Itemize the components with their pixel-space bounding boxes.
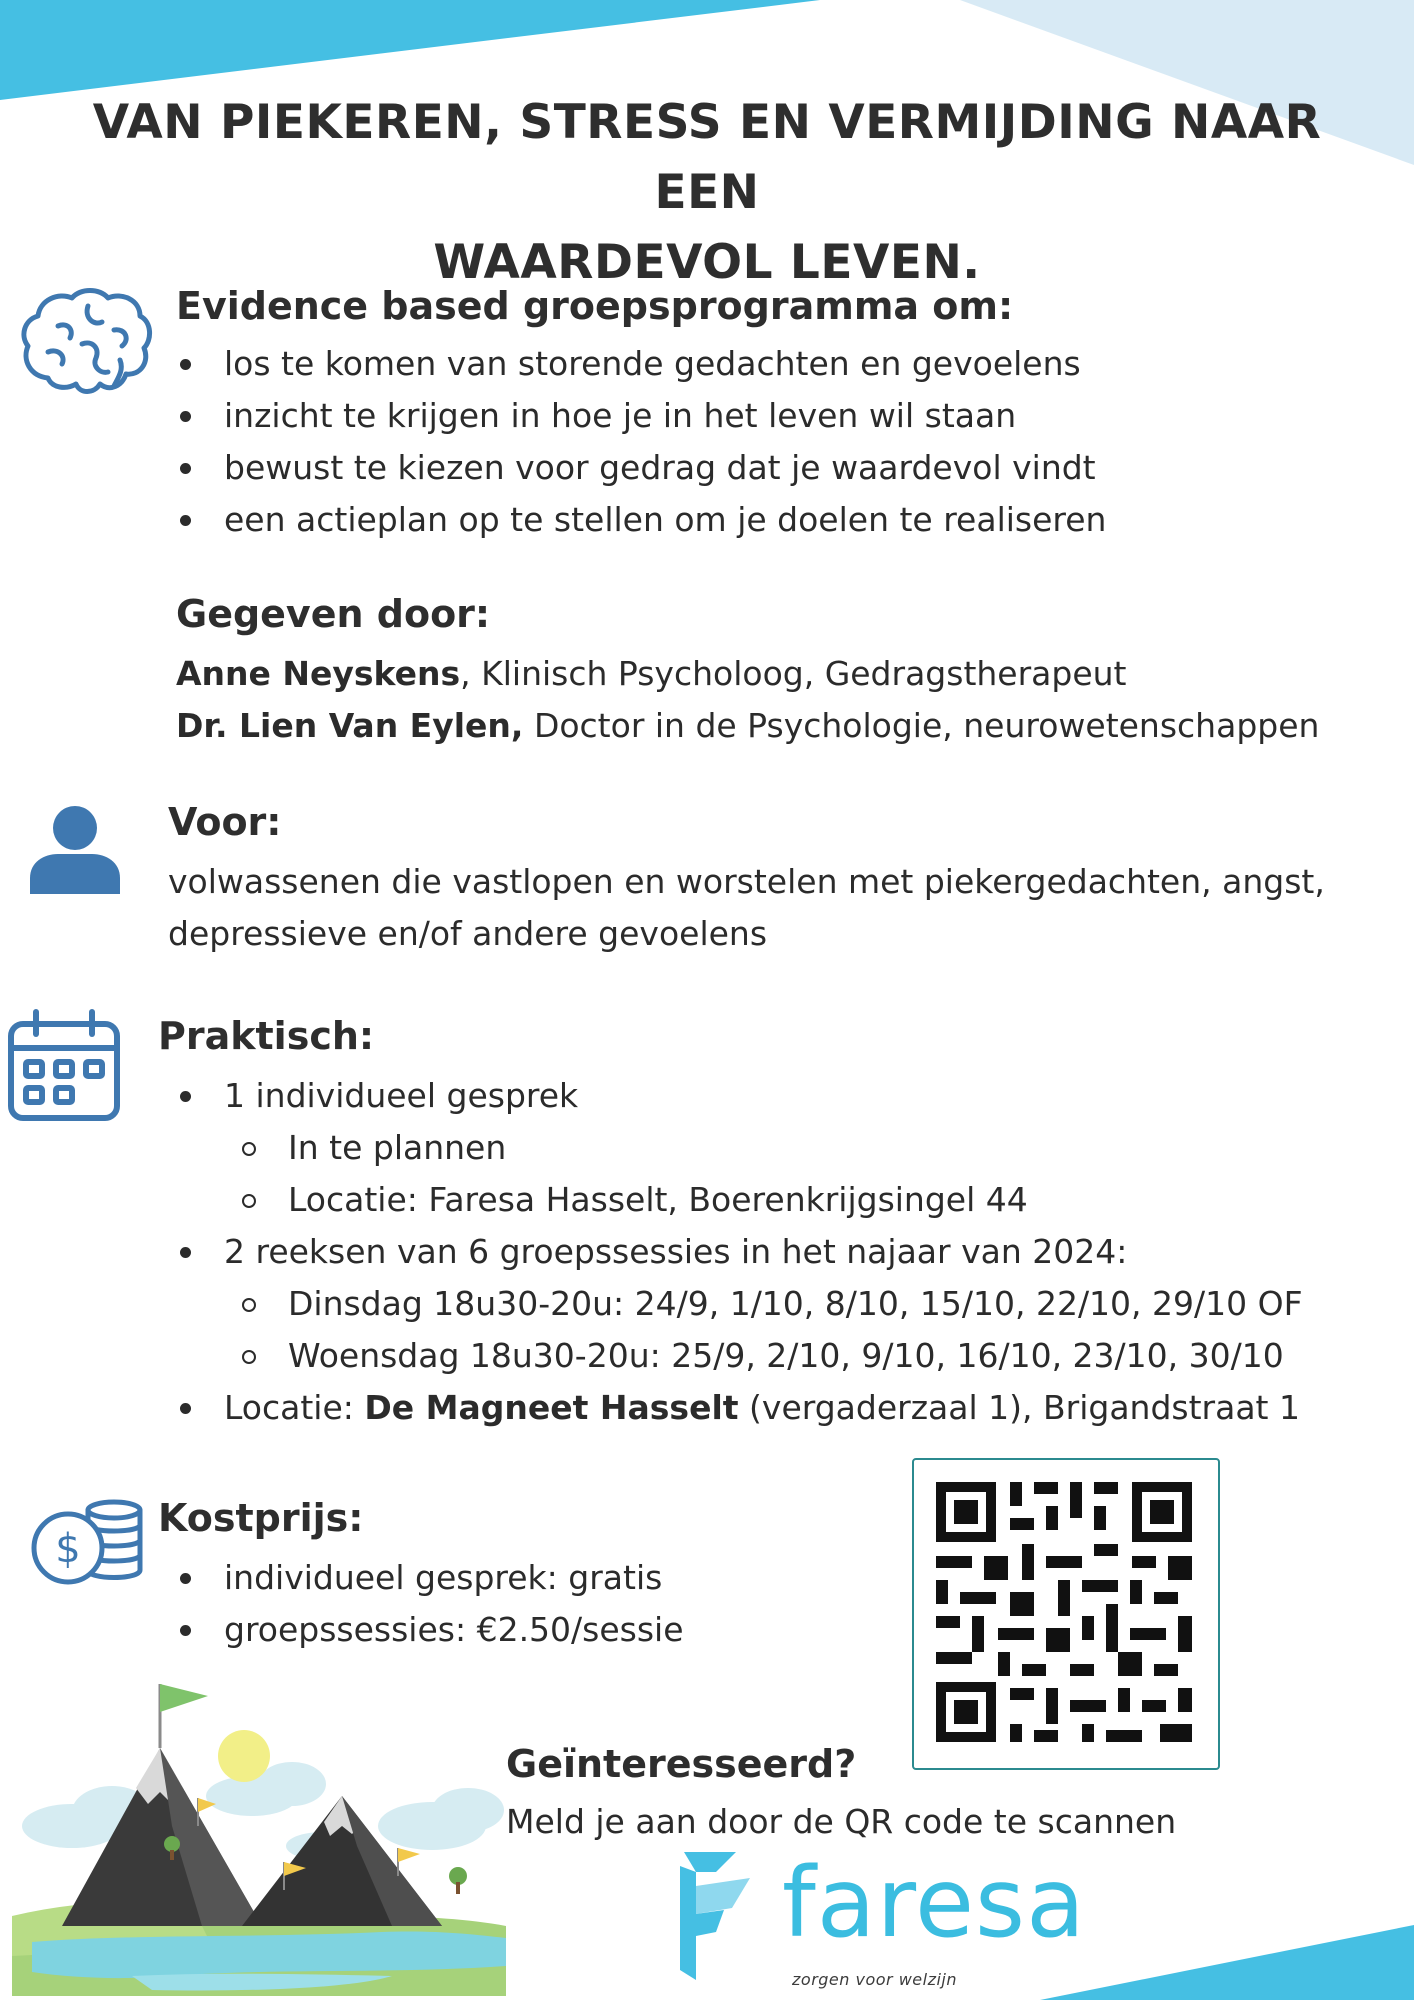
cta-heading: Geïnteresseerd?	[506, 1742, 857, 1786]
coins-icon	[28, 1498, 144, 1588]
list-item: groepssessies: €2.50/sessie	[176, 1604, 876, 1656]
given-by-heading: Gegeven door:	[176, 592, 491, 636]
list-item	[176, 1382, 1406, 1434]
person-name: Anne Neyskens	[176, 654, 461, 693]
title-line-2: WAARDEVOL LEVEN.	[433, 235, 981, 290]
mountain-illustration-icon	[12, 1676, 506, 1996]
sub-list-item: In te plannen	[176, 1122, 1406, 1174]
list-item: 2 reeksen van 6 groepssessies in het najaar van 2024:	[176, 1226, 1406, 1278]
brain-icon	[18, 286, 154, 400]
title-line-1: VAN PIEKEREN, STRESS EN VERMIJDING NAAR EEN	[92, 95, 1322, 220]
person-icon	[30, 804, 120, 894]
program-list	[176, 338, 1376, 546]
program-heading: Evidence based groepsprogramma om:	[176, 284, 1014, 328]
faresa-logo-mark-icon	[676, 1852, 762, 1982]
logo-tagline: zorgen voor welzijn	[792, 1970, 958, 1989]
logo-wordmark: faresa	[782, 1847, 1086, 1959]
svg-text:$: $	[55, 1526, 81, 1572]
practical-heading: Praktisch:	[158, 1014, 375, 1058]
cta-text: Meld je aan door de QR code te scannen	[506, 1802, 1177, 1841]
sub-list-item: Dinsdag 18u30-20u: 24/9, 1/10, 8/10, 15/10, 22/10, 29/10 OF	[176, 1278, 1406, 1330]
cost-list	[176, 1552, 876, 1656]
given-by-people	[176, 648, 1396, 752]
practical-list	[176, 1070, 1406, 1434]
page-title	[40, 88, 1374, 298]
person-name: Dr. Lien Van Eylen,	[176, 706, 524, 745]
person-1	[176, 648, 1396, 700]
sub-list-item: Locatie: Faresa Hasselt, Boerenkrijgsingel 44	[176, 1174, 1406, 1226]
list-item	[176, 1070, 1406, 1122]
list-item: bewust te kiezen voor gedrag dat je waardevol vindt	[176, 442, 1376, 494]
list-item: los te komen van storende gedachten en gevoelens	[176, 338, 1376, 390]
location-venue: De Magneet Hasselt	[364, 1388, 739, 1427]
qr-code-icon	[914, 1460, 1214, 1764]
qr-code-frame[interactable]	[912, 1458, 1220, 1770]
person-role: , Klinisch Psycholoog, Gedragstherapeut	[460, 654, 1127, 693]
person-role: Doctor in de Psychologie, neurowetenschappen	[523, 706, 1320, 745]
list-item: individueel gesprek: gratis	[176, 1552, 876, 1604]
list-item: een actieplan op te stellen om je doelen te realiseren	[176, 494, 1376, 546]
audience-line-1: volwassenen die vastlopen en worstelen met piekergedachten, angst,	[168, 862, 1325, 901]
location-prefix: Locatie:	[224, 1388, 365, 1427]
location-suffix: (vergaderzaal 1), Brigandstraat 1	[738, 1388, 1300, 1427]
person-2	[176, 700, 1396, 752]
faresa-logo[interactable]	[676, 1847, 1096, 2000]
list-item: inzicht te krijgen in hoe je in het leven wil staan	[176, 390, 1376, 442]
cost-heading: Kostprijs:	[158, 1496, 364, 1540]
audience-line-2: depressieve en/of andere gevoelens	[168, 914, 768, 953]
audience-text	[168, 856, 1398, 960]
practical-item-1: 1 individueel gesprek	[224, 1076, 579, 1115]
sub-list-item: Woensdag 18u30-20u: 25/9, 2/10, 9/10, 16/10, 23/10, 30/10	[176, 1330, 1406, 1382]
calendar-icon	[6, 1008, 122, 1124]
audience-heading: Voor:	[168, 800, 282, 844]
